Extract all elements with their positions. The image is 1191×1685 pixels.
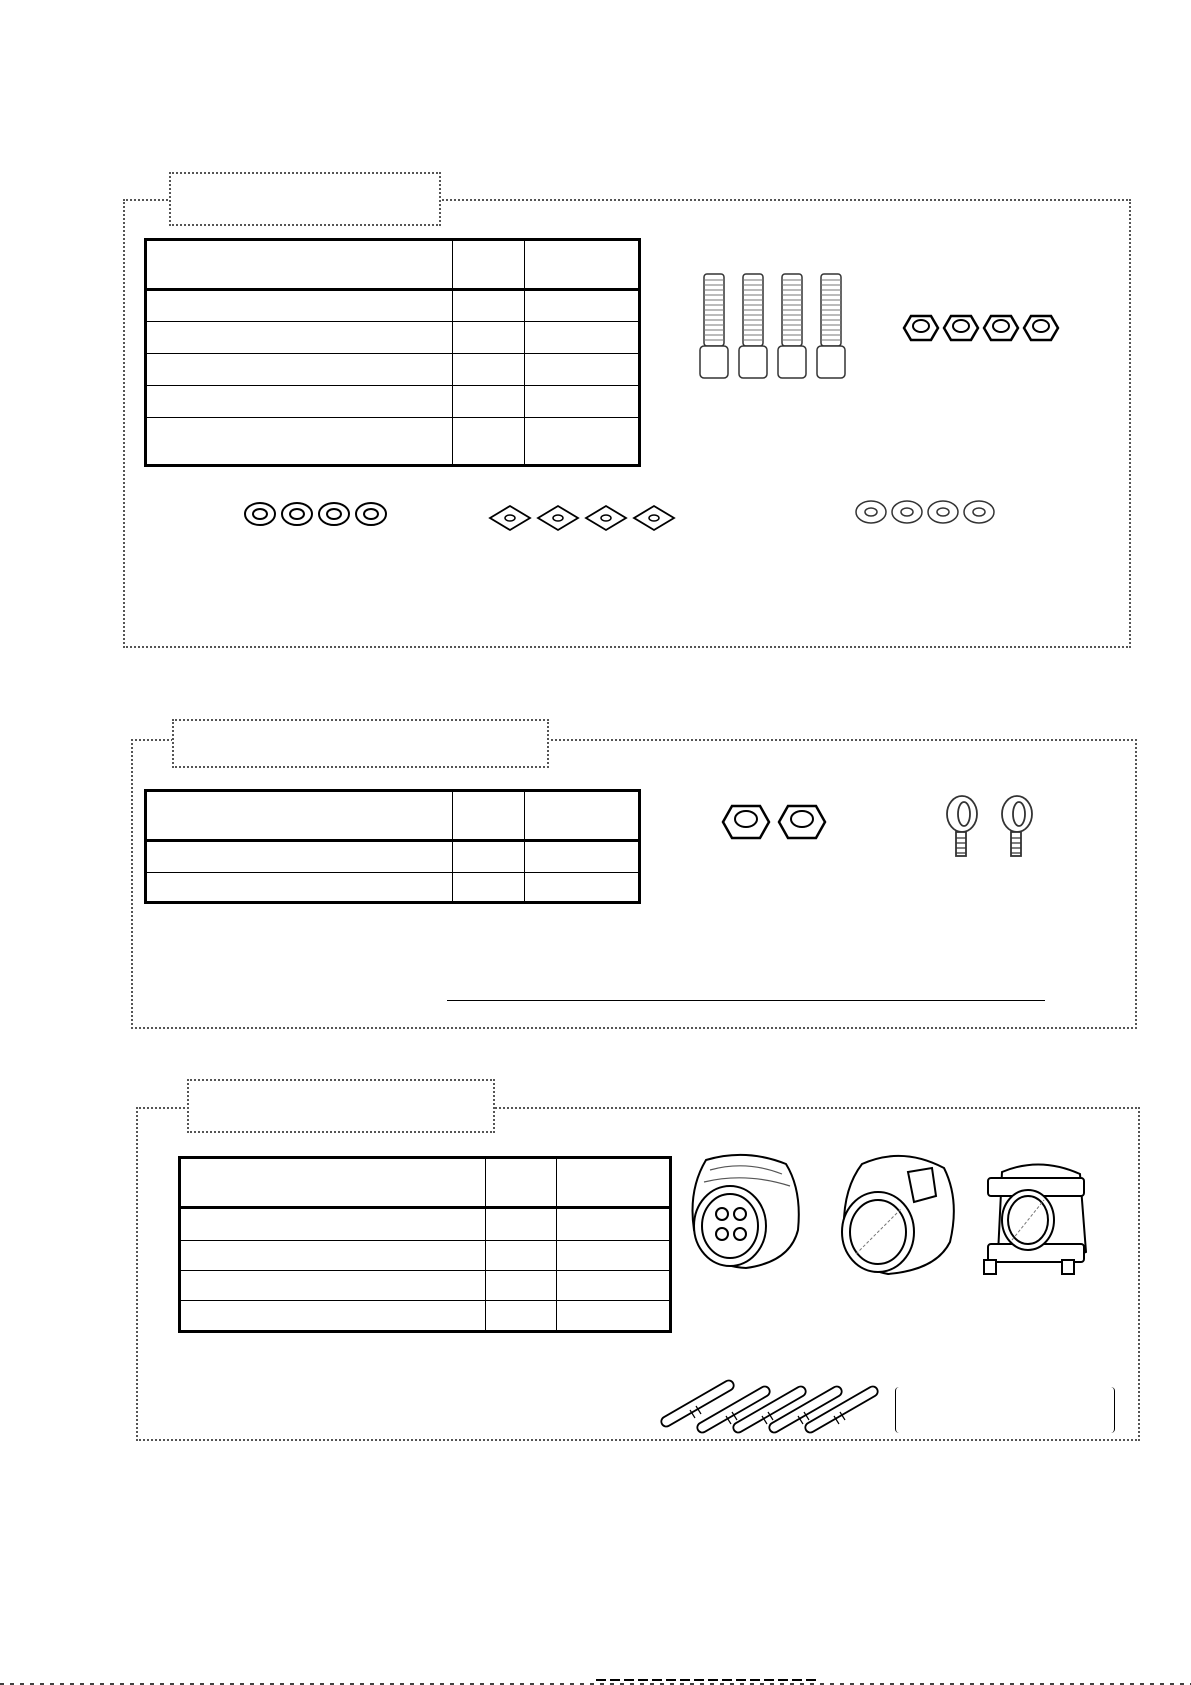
- hex-nut-icon: [720, 800, 832, 844]
- connector-shell-icon: [832, 1150, 962, 1280]
- connector-clamp-icon: [982, 1152, 1098, 1282]
- divider-line: [447, 1000, 1045, 1001]
- col-header-qty: [453, 791, 525, 841]
- square-washer-icon: [486, 500, 686, 536]
- table-row: [146, 354, 640, 386]
- socket-head-bolt-icon: [690, 268, 850, 388]
- table-row: [180, 1208, 671, 1241]
- col-header-remark: [525, 240, 640, 290]
- col-header-qty: [453, 240, 525, 290]
- table-row: [180, 1301, 671, 1332]
- table-row: [180, 1241, 671, 1271]
- table-row: [146, 322, 640, 354]
- table-row: [146, 290, 640, 322]
- note-bracket: [895, 1387, 1115, 1433]
- parts-table-lifting-hardware: [144, 789, 641, 904]
- table-row: [146, 873, 640, 903]
- section-title-lifting-hardware: [172, 719, 549, 768]
- col-header-part: [180, 1158, 486, 1208]
- table-row: [146, 418, 640, 466]
- flat-washer-icon: [854, 498, 1000, 528]
- parts-table-connector-parts: [178, 1156, 672, 1333]
- col-header-part: [146, 791, 453, 841]
- col-header-qty: [486, 1158, 557, 1208]
- hex-nut-washer-icon: [898, 308, 1060, 348]
- table-row: [180, 1271, 671, 1301]
- section-title-connector-parts: [187, 1079, 495, 1133]
- table-row: [146, 841, 640, 873]
- section-title-mounting-hardware: [169, 172, 441, 226]
- parts-table-mounting-hardware: [144, 238, 641, 467]
- col-header-remark: [557, 1158, 671, 1208]
- connector-plug-icon: [686, 1150, 806, 1280]
- contact-pin-icon: [656, 1368, 896, 1436]
- table-row: [146, 386, 640, 418]
- col-header-part: [146, 240, 453, 290]
- eye-bolt-icon: [944, 794, 1044, 860]
- col-header-remark: [525, 791, 640, 841]
- footer-scan-marks: [0, 1677, 1191, 1685]
- spring-washer-icon: [242, 500, 392, 530]
